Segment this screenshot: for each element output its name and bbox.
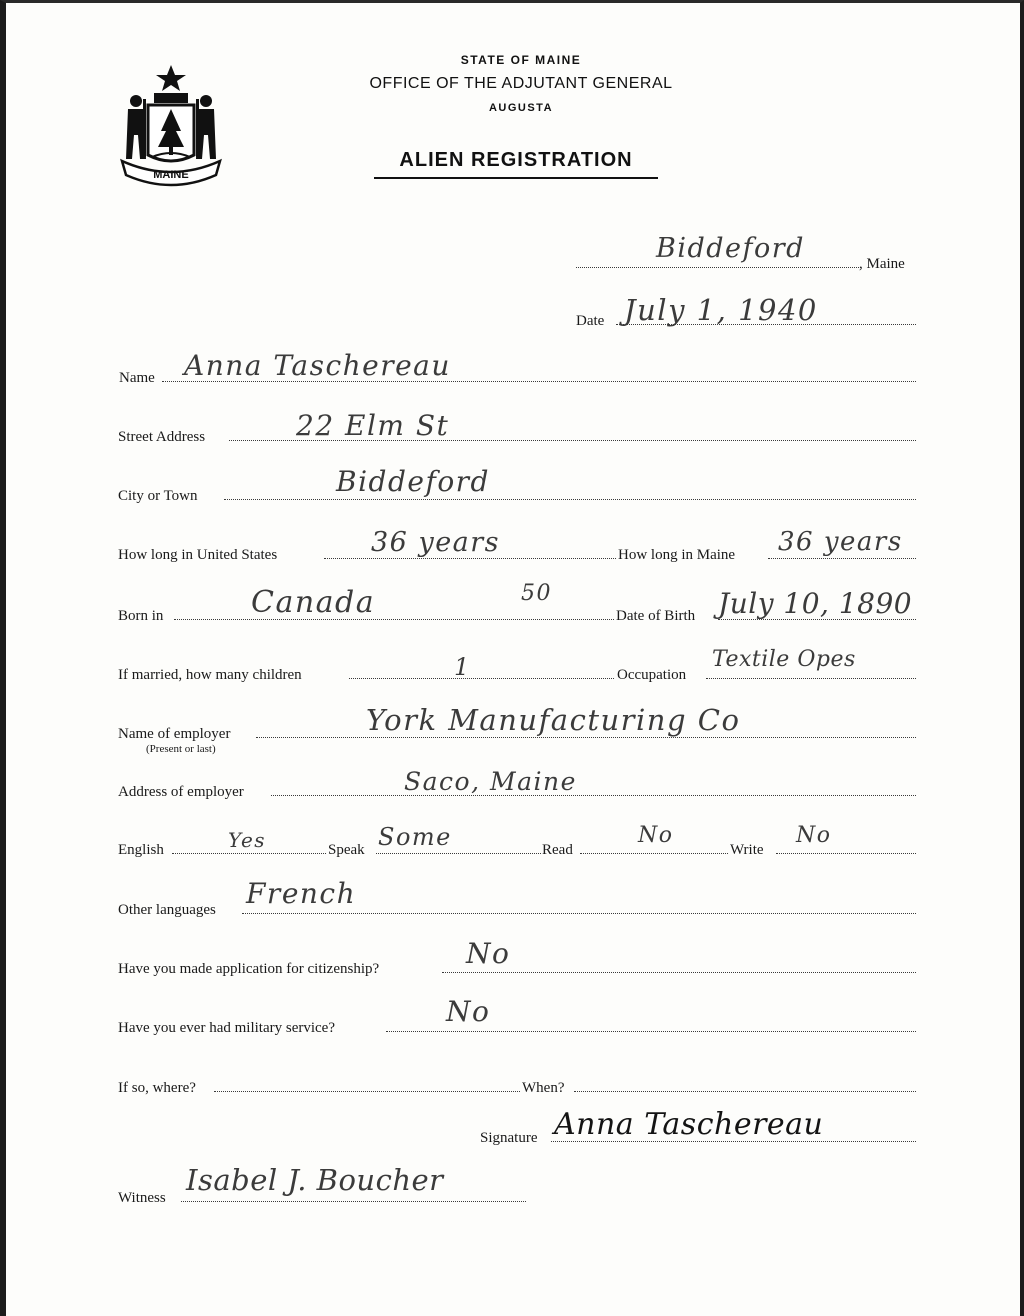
when-line [574,1091,916,1092]
form-title: ALIEN REGISTRATION [374,149,658,179]
employer-line [256,737,916,738]
witness-value: Isabel J. Boucher [186,1163,444,1197]
other-languages-line [242,913,916,914]
date-label: Date [576,313,605,329]
header-office: OFFICE OF THE ADJUTANT GENERAL [369,75,673,92]
date-value: July 1, 1940 [624,293,818,327]
city-value: Biddeford [336,465,490,498]
born-in-note: 50 [521,581,552,606]
name-value: Anna Taschereau [184,349,451,382]
citizenship-label: Have you made application for citizenship? [118,961,380,977]
date-of-birth-value: July 10, 1890 [718,587,913,620]
how-long-maine-line [768,558,916,559]
if-so-where-line [214,1091,520,1092]
employer-value: York Manufacturing Co [366,703,741,737]
other-languages-value: French [246,877,357,910]
how-long-maine-label: How long in Maine [618,547,736,563]
children-label: If married, how many children [118,667,302,683]
employer-address-value: Saco, Maine [404,767,577,796]
employer-address-line [271,795,916,796]
children-line [349,678,614,679]
speak-label: Speak [328,842,365,858]
speak-line [376,853,541,854]
write-line [776,853,916,854]
write-value: No [796,823,832,848]
how-long-us-label: How long in United States [118,547,278,563]
read-line [580,853,728,854]
if-so-where-label: If so, where? [118,1080,196,1096]
employer-address-label: Address of employer [118,784,244,800]
state-seal-icon [116,63,226,188]
speak-value: Some [378,823,452,851]
employer-label: Name of employer [118,726,231,742]
witness-label: Witness [118,1190,166,1206]
citizenship-line [442,972,916,973]
header-city: AUGUSTA [488,102,554,114]
occupation-line [706,678,916,679]
date-of-birth-label: Date of Birth [616,608,696,624]
born-in-line [174,619,614,620]
occupation-label: Occupation [617,667,687,683]
english-line [172,853,326,854]
citizenship-value: No [466,937,511,970]
header-state: STATE OF MAINE [460,53,582,67]
street-address-label: Street Address [118,429,206,445]
military-value: No [446,995,491,1028]
signature-value: Anna Taschereau [554,1107,824,1142]
write-label: Write [730,842,764,858]
occupation-value: Textile Opes [712,647,856,672]
born-in-label: Born in [118,608,164,624]
military-line [386,1031,916,1032]
witness-line [181,1201,526,1202]
english-label: English [118,842,164,858]
place-suffix-label: , Maine [859,256,905,272]
read-label: Read [542,842,573,858]
signature-label: Signature [480,1130,538,1146]
seal-text: MAINE [153,169,189,181]
when-label: When? [522,1080,565,1096]
place-value: Biddeford [656,233,805,264]
other-languages-label: Other languages [118,902,216,918]
how-long-us-line [324,558,616,559]
born-in-value: Canada [251,585,376,620]
place-line [576,267,859,268]
city-label: City or Town [118,488,198,504]
english-value: Yes [228,828,267,852]
name-label: Name [119,370,155,386]
city-line [224,499,916,500]
how-long-us-value: 36 years [371,527,501,558]
employer-note: (Present or last) [146,743,216,755]
how-long-maine-value: 36 years [778,527,903,557]
street-address-value: 22 Elm St [296,409,450,442]
read-value: No [638,823,674,848]
military-label: Have you ever had military service? [118,1020,335,1036]
children-value: 1 [454,653,471,681]
